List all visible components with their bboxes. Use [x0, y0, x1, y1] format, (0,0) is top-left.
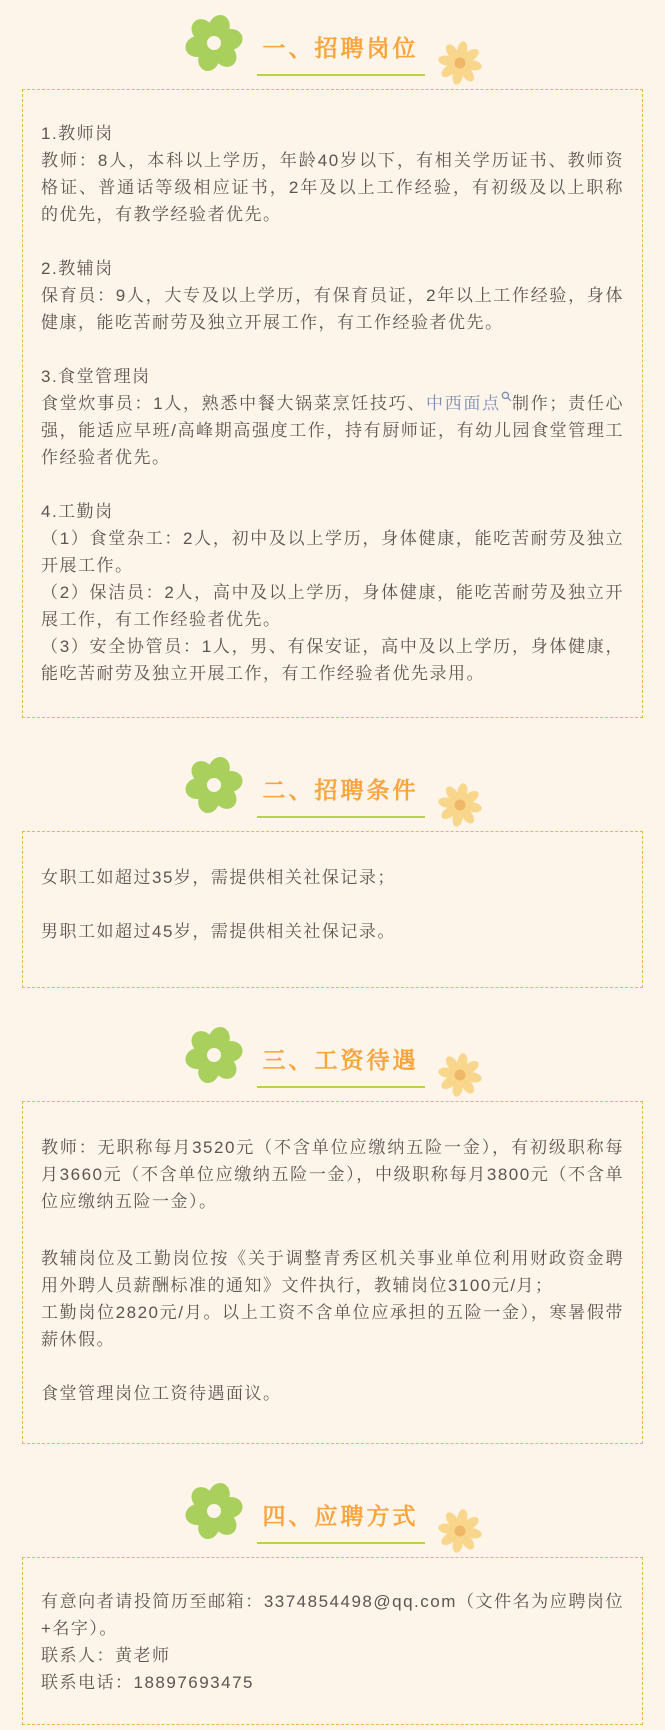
- green-flower-icon: [183, 12, 245, 74]
- green-flower-icon: [183, 754, 245, 816]
- title-underline: [257, 1086, 425, 1088]
- section-header-positions: [0, 14, 665, 76]
- apply-box: [22, 1557, 643, 1725]
- search-keyword-link[interactable]: 中西面点: [426, 394, 501, 413]
- yellow-flower-icon: [437, 40, 483, 86]
- yellow-flower-icon: [437, 782, 483, 828]
- job-description: 教师：8人，本科以上学历，年龄40岁以下，有相关学历证书、教师资格证、普通话等级相应证书，2年及以上工作经验，有初级及以上职称的优先，有教学经验者优先。: [41, 151, 624, 224]
- job-item: （2）保洁员：2人，高中及以上学历，身体健康，能吃苦耐劳及独立开展工作，有工作经验者优先。: [41, 583, 624, 629]
- section-title: 二、招聘条件: [262, 777, 419, 803]
- section-title-wrap: [263, 1482, 419, 1544]
- section-title-wrap: [263, 1026, 419, 1088]
- job-block-teacher: [41, 120, 624, 228]
- job-description-text: 食堂炊事员：1人，熟悉中餐大锅菜烹饪技巧、: [41, 394, 427, 413]
- salary-assistant-line2: 工勤岗位2820元/月。以上工资不含单位应承担的五险一金），寒暑假带薪休假。: [41, 1303, 624, 1349]
- job-description: 保育员：9人，大专及以上学历，有保育员证，2年以上工作经验，身体健康，能吃苦耐劳及独立开展工作，有工作经验者优先。: [41, 286, 624, 332]
- job-item: （1）食堂杂工：2人，初中及以上学历，身体健康，能吃苦耐劳及独立开展工作。: [41, 529, 624, 575]
- contact-person: 联系人：黄老师: [41, 1646, 171, 1665]
- job-description: [41, 390, 624, 471]
- job-block-logistics: [41, 498, 624, 687]
- section-positions: [0, 14, 665, 718]
- condition-male: 男职工如超过45岁，需提供相关社保记录。: [41, 922, 396, 941]
- job-heading: 2.教辅岗: [41, 259, 114, 278]
- section-conditions: [0, 756, 665, 988]
- job-item: （3）安全协管员：1人，男、有保安证，高中及以上学历，身体健康，能吃苦耐劳及独立开展工作，有工作经验者优先录用。: [41, 637, 624, 683]
- title-underline: [257, 816, 425, 818]
- salary-canteen: 食堂管理岗位工资待遇面议。: [41, 1384, 282, 1403]
- salary-assistant-line1: 教辅岗位及工勤岗位按《关于调整青秀区机关事业单位利用财政资金聘用外聘人员薪酬标准的通知》文件执行，教辅岗位3100元/月；: [41, 1249, 624, 1295]
- section-title-wrap: [263, 756, 419, 818]
- section-apply: [0, 1482, 665, 1725]
- positions-box: [22, 89, 643, 718]
- section-title: 四、应聘方式: [262, 1503, 419, 1529]
- contact-phone: 联系电话：18897693475: [41, 1673, 255, 1692]
- job-heading: 4.工勤岗: [41, 502, 114, 521]
- section-title: 三、工资待遇: [262, 1047, 419, 1073]
- job-block-canteen: [41, 363, 624, 471]
- search-icon[interactable]: [501, 391, 512, 402]
- apply-instruction: 有意向者请投简历至邮箱：3374854498@qq.com（文件名为应聘岗位+名字）。: [41, 1592, 624, 1638]
- job-block-assistant: [41, 255, 624, 336]
- green-flower-icon: [183, 1024, 245, 1086]
- section-title: 一、招聘岗位: [262, 35, 419, 61]
- salary-teacher: 教师：无职称每月3520元（不含单位应缴纳五险一金），有初级职称每月3660元（不含单位应缴纳五险一金），中级职称每月3800元（不含单位应缴纳五险一金）。: [41, 1138, 624, 1211]
- yellow-flower-icon: [437, 1052, 483, 1098]
- condition-female: 女职工如超过35岁，需提供相关社保记录；: [41, 868, 396, 887]
- job-heading: 1.教师岗: [41, 124, 114, 143]
- green-flower-icon: [183, 1480, 245, 1542]
- section-title-wrap: [263, 14, 419, 76]
- salary-box: [22, 1101, 643, 1444]
- section-salary: [0, 1026, 665, 1444]
- job-description-text: 制作；责任心强，能适应早班/高峰期高强度工作，持有厨师证，有幼儿园食堂管理工作经验者优先。: [41, 394, 624, 467]
- conditions-box: [22, 831, 643, 988]
- section-header-salary: [0, 1026, 665, 1088]
- section-header-conditions: [0, 756, 665, 818]
- salary-assistant: [41, 1245, 624, 1353]
- section-header-apply: [0, 1482, 665, 1544]
- title-underline: [257, 74, 425, 76]
- title-underline: [257, 1542, 425, 1544]
- yellow-flower-icon: [437, 1508, 483, 1554]
- job-heading: 3.食堂管理岗: [41, 367, 151, 386]
